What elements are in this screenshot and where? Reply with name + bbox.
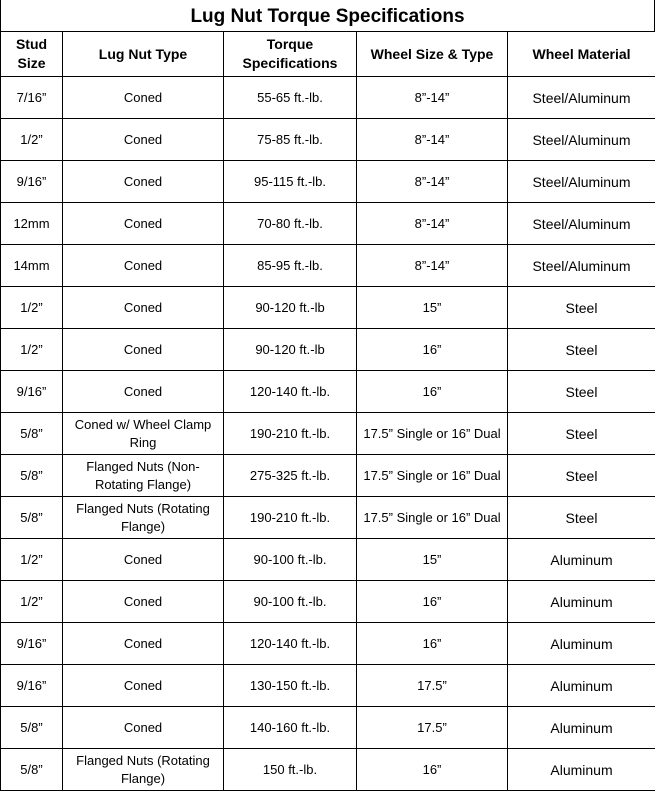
wheel-material-cell: Steel bbox=[508, 287, 655, 329]
torque-cell: 120-140 ft.-lb. bbox=[224, 623, 357, 665]
torque-cell: 275-325 ft.-lb. bbox=[224, 455, 357, 497]
stud-size-cell: 5/8” bbox=[1, 749, 63, 791]
wheel-material-cell: Steel/Aluminum bbox=[508, 161, 655, 203]
wheel-size-cell: 17.5” Single or 16” Dual bbox=[357, 455, 508, 497]
wheel-material-cell: Aluminum bbox=[508, 539, 655, 581]
lug-nut-type-cell: Coned bbox=[63, 707, 224, 749]
wheel-size-cell: 16” bbox=[357, 623, 508, 665]
stud-size-cell: 9/16” bbox=[1, 161, 63, 203]
wheel-size-cell: 16” bbox=[357, 581, 508, 623]
table-row bbox=[1, 623, 655, 665]
table-row bbox=[1, 539, 655, 581]
wheel-material-cell: Steel bbox=[508, 497, 655, 539]
table-row bbox=[1, 581, 655, 623]
stud-size-cell: 5/8” bbox=[1, 707, 63, 749]
stud-size-cell: 5/8” bbox=[1, 455, 63, 497]
wheel-material-cell: Steel/Aluminum bbox=[508, 245, 655, 287]
stud-size-cell: 1/2” bbox=[1, 539, 63, 581]
lug-nut-type-cell: Coned bbox=[63, 161, 224, 203]
stud-size-cell: 9/16” bbox=[1, 665, 63, 707]
wheel-size-cell: 17.5” bbox=[357, 707, 508, 749]
lug-nut-type-cell: Coned bbox=[63, 245, 224, 287]
lug-nut-type-cell: Coned w/ Wheel Clamp Ring bbox=[63, 413, 224, 455]
stud-size-cell: 7/16” bbox=[1, 77, 63, 119]
header-torque: Torque Specifications bbox=[224, 32, 357, 77]
stud-size-cell: 1/2” bbox=[1, 329, 63, 371]
wheel-size-cell: 16” bbox=[357, 371, 508, 413]
lug-nut-type-cell: Flanged Nuts (Rotating Flange) bbox=[63, 497, 224, 539]
stud-size-cell: 1/2” bbox=[1, 581, 63, 623]
table-row bbox=[1, 371, 655, 413]
wheel-material-cell: Aluminum bbox=[508, 749, 655, 791]
stud-size-cell: 9/16” bbox=[1, 371, 63, 413]
wheel-size-cell: 17.5” bbox=[357, 665, 508, 707]
wheel-size-cell: 8”-14” bbox=[357, 245, 508, 287]
lug-nut-type-cell: Flanged Nuts (Non-Rotating Flange) bbox=[63, 455, 224, 497]
stud-size-cell: 1/2” bbox=[1, 287, 63, 329]
header-row bbox=[1, 32, 655, 77]
header-stud-size: Stud Size bbox=[1, 32, 63, 77]
torque-cell: 190-210 ft.-lb. bbox=[224, 413, 357, 455]
wheel-size-cell: 16” bbox=[357, 749, 508, 791]
table-header bbox=[1, 32, 655, 77]
lug-nut-type-cell: Flanged Nuts (Rotating Flange) bbox=[63, 749, 224, 791]
stud-size-cell: 9/16” bbox=[1, 623, 63, 665]
table-row bbox=[1, 203, 655, 245]
wheel-material-cell: Aluminum bbox=[508, 581, 655, 623]
wheel-material-cell: Aluminum bbox=[508, 623, 655, 665]
wheel-material-cell: Steel bbox=[508, 413, 655, 455]
wheel-size-cell: 17.5” Single or 16” Dual bbox=[357, 497, 508, 539]
lug-nut-type-cell: Coned bbox=[63, 203, 224, 245]
table-row bbox=[1, 77, 655, 119]
page-title: Lug Nut Torque Specifications bbox=[0, 0, 655, 31]
table-row bbox=[1, 329, 655, 371]
lug-nut-type-cell: Coned bbox=[63, 539, 224, 581]
wheel-material-cell: Steel bbox=[508, 371, 655, 413]
wheel-size-cell: 8”-14” bbox=[357, 203, 508, 245]
table-row bbox=[1, 161, 655, 203]
stud-size-cell: 5/8” bbox=[1, 413, 63, 455]
wheel-size-cell: 17.5” Single or 16” Dual bbox=[357, 413, 508, 455]
lug-nut-type-cell: Coned bbox=[63, 371, 224, 413]
wheel-material-cell: Aluminum bbox=[508, 665, 655, 707]
lug-nut-type-cell: Coned bbox=[63, 77, 224, 119]
header-wheel-material: Wheel Material bbox=[508, 32, 655, 77]
wheel-material-cell: Steel/Aluminum bbox=[508, 119, 655, 161]
table-row bbox=[1, 665, 655, 707]
lug-nut-type-cell: Coned bbox=[63, 623, 224, 665]
wheel-size-cell: 8”-14” bbox=[357, 77, 508, 119]
torque-cell: 90-120 ft.-lb bbox=[224, 329, 357, 371]
wheel-material-cell: Steel/Aluminum bbox=[508, 203, 655, 245]
lug-nut-type-cell: Coned bbox=[63, 287, 224, 329]
table-row bbox=[1, 245, 655, 287]
lug-nut-type-cell: Coned bbox=[63, 665, 224, 707]
torque-cell: 130-150 ft.-lb. bbox=[224, 665, 357, 707]
wheel-size-cell: 16” bbox=[357, 329, 508, 371]
lug-nut-type-cell: Coned bbox=[63, 329, 224, 371]
wheel-size-cell: 8”-14” bbox=[357, 161, 508, 203]
torque-cell: 90-100 ft.-lb. bbox=[224, 581, 357, 623]
wheel-size-cell: 15” bbox=[357, 287, 508, 329]
torque-spec-table bbox=[0, 31, 655, 791]
torque-cell: 75-85 ft.-lb. bbox=[224, 119, 357, 161]
lug-nut-type-cell: Coned bbox=[63, 119, 224, 161]
header-wheel-size: Wheel Size & Type bbox=[357, 32, 508, 77]
stud-size-cell: 5/8” bbox=[1, 497, 63, 539]
header-lug-nut-type: Lug Nut Type bbox=[63, 32, 224, 77]
torque-cell: 85-95 ft.-lb. bbox=[224, 245, 357, 287]
table-row bbox=[1, 707, 655, 749]
stud-size-cell: 14mm bbox=[1, 245, 63, 287]
torque-cell: 70-80 ft.-lb. bbox=[224, 203, 357, 245]
wheel-material-cell: Aluminum bbox=[508, 707, 655, 749]
stud-size-cell: 12mm bbox=[1, 203, 63, 245]
table-row bbox=[1, 287, 655, 329]
table-body bbox=[1, 77, 655, 791]
torque-cell: 140-160 ft.-lb. bbox=[224, 707, 357, 749]
wheel-size-cell: 15” bbox=[357, 539, 508, 581]
torque-cell: 90-100 ft.-lb. bbox=[224, 539, 357, 581]
table-row bbox=[1, 119, 655, 161]
torque-cell: 55-65 ft.-lb. bbox=[224, 77, 357, 119]
lug-nut-type-cell: Coned bbox=[63, 581, 224, 623]
table-row bbox=[1, 749, 655, 791]
torque-cell: 90-120 ft.-lb bbox=[224, 287, 357, 329]
torque-cell: 150 ft.-lb. bbox=[224, 749, 357, 791]
table-row bbox=[1, 497, 655, 539]
table-row bbox=[1, 455, 655, 497]
wheel-material-cell: Steel/Aluminum bbox=[508, 77, 655, 119]
torque-cell: 120-140 ft.-lb. bbox=[224, 371, 357, 413]
wheel-material-cell: Steel bbox=[508, 329, 655, 371]
wheel-size-cell: 8”-14” bbox=[357, 119, 508, 161]
stud-size-cell: 1/2” bbox=[1, 119, 63, 161]
torque-cell: 95-115 ft.-lb. bbox=[224, 161, 357, 203]
wheel-material-cell: Steel bbox=[508, 455, 655, 497]
torque-cell: 190-210 ft.-lb. bbox=[224, 497, 357, 539]
table-row bbox=[1, 413, 655, 455]
